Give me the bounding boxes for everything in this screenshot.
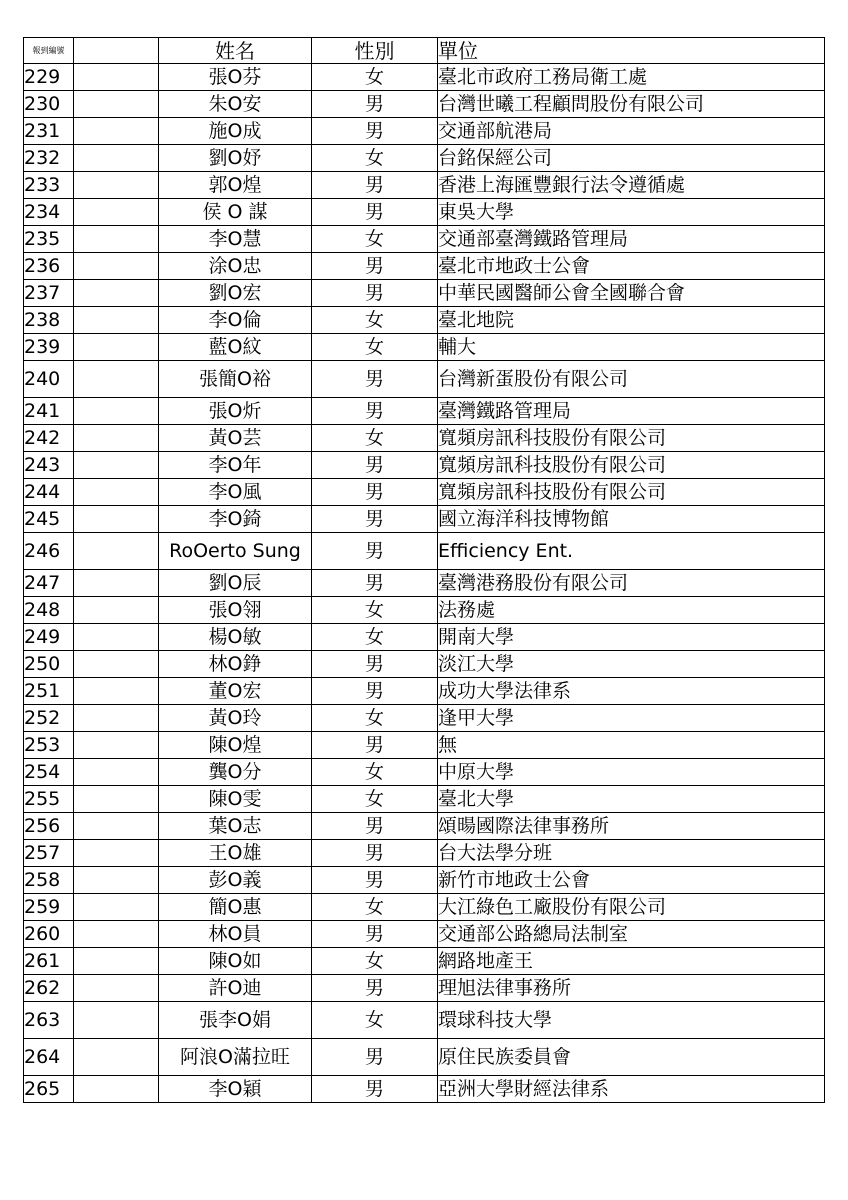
cell-sex: 男 [312, 479, 438, 506]
cell-unit: 中華民國醫師公會全國聯合會 [438, 280, 825, 307]
cell-blank [74, 1039, 159, 1076]
table-row [24, 867, 825, 894]
cell-checkin-no: 261 [24, 948, 74, 975]
cell-sex: 女 [312, 425, 438, 452]
cell-checkin-no: 245 [24, 506, 74, 533]
cell-unit: 台灣世曦工程顧問股份有限公司 [438, 91, 825, 118]
cell-checkin-no: 251 [24, 678, 74, 705]
cell-sex: 女 [312, 786, 438, 813]
cell-checkin-no: 246 [24, 533, 74, 570]
cell-sex: 女 [312, 1002, 438, 1039]
cell-sex: 男 [312, 1039, 438, 1076]
cell-unit: 交通部公路總局法制室 [438, 921, 825, 948]
cell-sex: 男 [312, 975, 438, 1002]
cell-checkin-no: 244 [24, 479, 74, 506]
table-row [24, 533, 825, 570]
cell-blank [74, 398, 159, 425]
cell-blank [74, 91, 159, 118]
cell-name: 陳O如 [159, 948, 312, 975]
cell-unit: 國立海洋科技博物館 [438, 506, 825, 533]
cell-checkin-no: 230 [24, 91, 74, 118]
cell-name: 張O芬 [159, 64, 312, 91]
attendee-table [23, 37, 825, 1103]
cell-checkin-no: 236 [24, 253, 74, 280]
cell-unit: 逢甲大學 [438, 705, 825, 732]
cell-unit: 台銘保經公司 [438, 145, 825, 172]
table-body [24, 64, 825, 1103]
table-row [24, 479, 825, 506]
cell-blank [74, 145, 159, 172]
table-row [24, 91, 825, 118]
cell-unit: 原住民族委員會 [438, 1039, 825, 1076]
cell-checkin-no: 260 [24, 921, 74, 948]
cell-unit: 臺北市地政士公會 [438, 253, 825, 280]
cell-checkin-no: 235 [24, 226, 74, 253]
cell-checkin-no: 262 [24, 975, 74, 1002]
table-row [24, 678, 825, 705]
cell-unit: 無 [438, 732, 825, 759]
cell-sex: 女 [312, 597, 438, 624]
cell-name: 郭O煌 [159, 172, 312, 199]
table-row [24, 975, 825, 1002]
cell-sex: 男 [312, 361, 438, 398]
cell-sex: 男 [312, 1076, 438, 1103]
cell-blank [74, 506, 159, 533]
cell-sex: 男 [312, 732, 438, 759]
table-row [24, 1002, 825, 1039]
cell-name: 侯 O 謀 [159, 199, 312, 226]
cell-checkin-no: 247 [24, 570, 74, 597]
cell-name: 董O宏 [159, 678, 312, 705]
cell-name: RoOerto Sung [159, 533, 312, 570]
cell-name: 李O慧 [159, 226, 312, 253]
cell-checkin-no: 242 [24, 425, 74, 452]
cell-blank [74, 199, 159, 226]
table-row [24, 1076, 825, 1103]
cell-unit: 寬頻房訊科技股份有限公司 [438, 479, 825, 506]
cell-blank [74, 975, 159, 1002]
cell-name: 張簡O裕 [159, 361, 312, 398]
cell-name: 涂O忠 [159, 253, 312, 280]
cell-sex: 男 [312, 921, 438, 948]
cell-sex: 女 [312, 894, 438, 921]
cell-blank [74, 172, 159, 199]
cell-sex: 男 [312, 840, 438, 867]
cell-unit: 理旭法律事務所 [438, 975, 825, 1002]
cell-name: 陳O雯 [159, 786, 312, 813]
cell-checkin-no: 239 [24, 334, 74, 361]
table-row [24, 280, 825, 307]
cell-blank [74, 678, 159, 705]
cell-name: 楊O敏 [159, 624, 312, 651]
cell-blank [74, 253, 159, 280]
table-row [24, 948, 825, 975]
cell-blank [74, 1076, 159, 1103]
cell-name: 張O炘 [159, 398, 312, 425]
cell-sex: 女 [312, 624, 438, 651]
cell-sex: 男 [312, 118, 438, 145]
cell-checkin-no: 243 [24, 452, 74, 479]
cell-blank [74, 948, 159, 975]
cell-unit: 臺北市政府工務局衛工處 [438, 64, 825, 91]
cell-unit: 淡江大學 [438, 651, 825, 678]
table-row [24, 651, 825, 678]
cell-name: 李O倫 [159, 307, 312, 334]
cell-blank [74, 118, 159, 145]
cell-blank [74, 624, 159, 651]
cell-checkin-no: 231 [24, 118, 74, 145]
cell-sex: 男 [312, 398, 438, 425]
table-row [24, 361, 825, 398]
table-row [24, 145, 825, 172]
cell-checkin-no: 240 [24, 361, 74, 398]
cell-unit: Efficiency Ent. [438, 533, 825, 570]
cell-checkin-no: 257 [24, 840, 74, 867]
table-row [24, 597, 825, 624]
cell-name: 李O風 [159, 479, 312, 506]
cell-blank [74, 1002, 159, 1039]
cell-name: 藍O紋 [159, 334, 312, 361]
cell-unit: 頌暘國際法律事務所 [438, 813, 825, 840]
table-row [24, 840, 825, 867]
cell-name: 黃O芸 [159, 425, 312, 452]
cell-checkin-no: 255 [24, 786, 74, 813]
cell-name: 劉O辰 [159, 570, 312, 597]
cell-blank [74, 64, 159, 91]
cell-unit: 大江綠色工廠股份有限公司 [438, 894, 825, 921]
table-row [24, 199, 825, 226]
cell-sex: 女 [312, 759, 438, 786]
cell-blank [74, 732, 159, 759]
cell-name: 龔O分 [159, 759, 312, 786]
cell-sex: 男 [312, 172, 438, 199]
cell-name: 林O錚 [159, 651, 312, 678]
cell-name: 劉O宏 [159, 280, 312, 307]
cell-blank [74, 307, 159, 334]
cell-blank [74, 334, 159, 361]
cell-unit: 網路地產王 [438, 948, 825, 975]
table-row [24, 759, 825, 786]
cell-checkin-no: 259 [24, 894, 74, 921]
cell-unit: 臺灣鐵路管理局 [438, 398, 825, 425]
cell-name: 阿浪O滿拉旺 [159, 1039, 312, 1076]
cell-blank [74, 813, 159, 840]
cell-checkin-no: 250 [24, 651, 74, 678]
cell-sex: 女 [312, 705, 438, 732]
cell-checkin-no: 265 [24, 1076, 74, 1103]
cell-sex: 男 [312, 506, 438, 533]
table-row [24, 1039, 825, 1076]
cell-blank [74, 361, 159, 398]
cell-name: 簡O惠 [159, 894, 312, 921]
table-row [24, 921, 825, 948]
table-row [24, 64, 825, 91]
cell-unit: 香港上海匯豐銀行法令遵循處 [438, 172, 825, 199]
cell-blank [74, 479, 159, 506]
cell-name: 李O年 [159, 452, 312, 479]
cell-name: 彭O義 [159, 867, 312, 894]
header-blank [74, 38, 159, 64]
cell-blank [74, 894, 159, 921]
cell-sex: 男 [312, 452, 438, 479]
cell-unit: 台灣新蛋股份有限公司 [438, 361, 825, 398]
cell-unit: 輔大 [438, 334, 825, 361]
cell-checkin-no: 241 [24, 398, 74, 425]
cell-blank [74, 786, 159, 813]
cell-name: 施O成 [159, 118, 312, 145]
cell-sex: 男 [312, 280, 438, 307]
cell-sex: 男 [312, 678, 438, 705]
cell-name: 陳O煌 [159, 732, 312, 759]
cell-checkin-no: 252 [24, 705, 74, 732]
cell-unit: 交通部臺灣鐵路管理局 [438, 226, 825, 253]
cell-sex: 男 [312, 533, 438, 570]
cell-sex: 男 [312, 570, 438, 597]
cell-unit: 台大法學分班 [438, 840, 825, 867]
cell-unit: 環球科技大學 [438, 1002, 825, 1039]
cell-name: 李O錡 [159, 506, 312, 533]
table-row [24, 398, 825, 425]
cell-checkin-no: 234 [24, 199, 74, 226]
cell-unit: 開南大學 [438, 624, 825, 651]
table-row [24, 226, 825, 253]
cell-sex: 男 [312, 813, 438, 840]
cell-blank [74, 533, 159, 570]
cell-blank [74, 280, 159, 307]
cell-checkin-no: 254 [24, 759, 74, 786]
table-row [24, 624, 825, 651]
table-row [24, 786, 825, 813]
cell-sex: 男 [312, 199, 438, 226]
table-header-row [24, 38, 825, 64]
cell-unit: 臺北大學 [438, 786, 825, 813]
cell-unit: 東吳大學 [438, 199, 825, 226]
cell-sex: 女 [312, 145, 438, 172]
cell-blank [74, 452, 159, 479]
cell-name: 林O員 [159, 921, 312, 948]
cell-name: 李O穎 [159, 1076, 312, 1103]
cell-checkin-no: 232 [24, 145, 74, 172]
cell-blank [74, 570, 159, 597]
cell-checkin-no: 263 [24, 1002, 74, 1039]
cell-name: 張O翎 [159, 597, 312, 624]
cell-unit: 交通部航港局 [438, 118, 825, 145]
table-row [24, 307, 825, 334]
cell-blank [74, 759, 159, 786]
cell-checkin-no: 229 [24, 64, 74, 91]
cell-name: 王O雄 [159, 840, 312, 867]
cell-sex: 女 [312, 307, 438, 334]
table-row [24, 570, 825, 597]
cell-sex: 男 [312, 867, 438, 894]
cell-unit: 寬頻房訊科技股份有限公司 [438, 452, 825, 479]
cell-blank [74, 921, 159, 948]
header-checkin-no: 報到編號 [24, 38, 74, 64]
cell-blank [74, 226, 159, 253]
cell-name: 許O迪 [159, 975, 312, 1002]
cell-unit: 中原大學 [438, 759, 825, 786]
table-row [24, 253, 825, 280]
header-name: 姓名 [159, 38, 312, 64]
table-row [24, 172, 825, 199]
cell-sex: 男 [312, 91, 438, 118]
cell-unit: 臺灣港務股份有限公司 [438, 570, 825, 597]
cell-checkin-no: 256 [24, 813, 74, 840]
cell-name: 黃O玲 [159, 705, 312, 732]
table-row [24, 705, 825, 732]
cell-sex: 男 [312, 253, 438, 280]
cell-checkin-no: 238 [24, 307, 74, 334]
cell-name: 葉O志 [159, 813, 312, 840]
table-row [24, 732, 825, 759]
cell-sex: 女 [312, 334, 438, 361]
cell-checkin-no: 258 [24, 867, 74, 894]
table-row [24, 894, 825, 921]
cell-blank [74, 840, 159, 867]
table-row [24, 506, 825, 533]
cell-name: 張李O娟 [159, 1002, 312, 1039]
cell-unit: 成功大學法律系 [438, 678, 825, 705]
cell-sex: 男 [312, 651, 438, 678]
cell-unit: 法務處 [438, 597, 825, 624]
cell-unit: 新竹市地政士公會 [438, 867, 825, 894]
cell-unit: 亞洲大學財經法律系 [438, 1076, 825, 1103]
cell-checkin-no: 253 [24, 732, 74, 759]
header-sex: 性別 [312, 38, 438, 64]
cell-checkin-no: 237 [24, 280, 74, 307]
cell-blank [74, 705, 159, 732]
table-row [24, 334, 825, 361]
cell-name: 朱O安 [159, 91, 312, 118]
cell-sex: 女 [312, 64, 438, 91]
cell-checkin-no: 248 [24, 597, 74, 624]
table-row [24, 813, 825, 840]
cell-sex: 女 [312, 948, 438, 975]
cell-checkin-no: 249 [24, 624, 74, 651]
cell-unit: 寬頻房訊科技股份有限公司 [438, 425, 825, 452]
cell-blank [74, 651, 159, 678]
cell-blank [74, 867, 159, 894]
cell-checkin-no: 233 [24, 172, 74, 199]
table-row [24, 118, 825, 145]
cell-sex: 女 [312, 226, 438, 253]
header-unit: 單位 [438, 38, 825, 64]
cell-name: 劉O妤 [159, 145, 312, 172]
table-row [24, 425, 825, 452]
table-row [24, 452, 825, 479]
cell-checkin-no: 264 [24, 1039, 74, 1076]
cell-unit: 臺北地院 [438, 307, 825, 334]
cell-blank [74, 425, 159, 452]
cell-blank [74, 597, 159, 624]
